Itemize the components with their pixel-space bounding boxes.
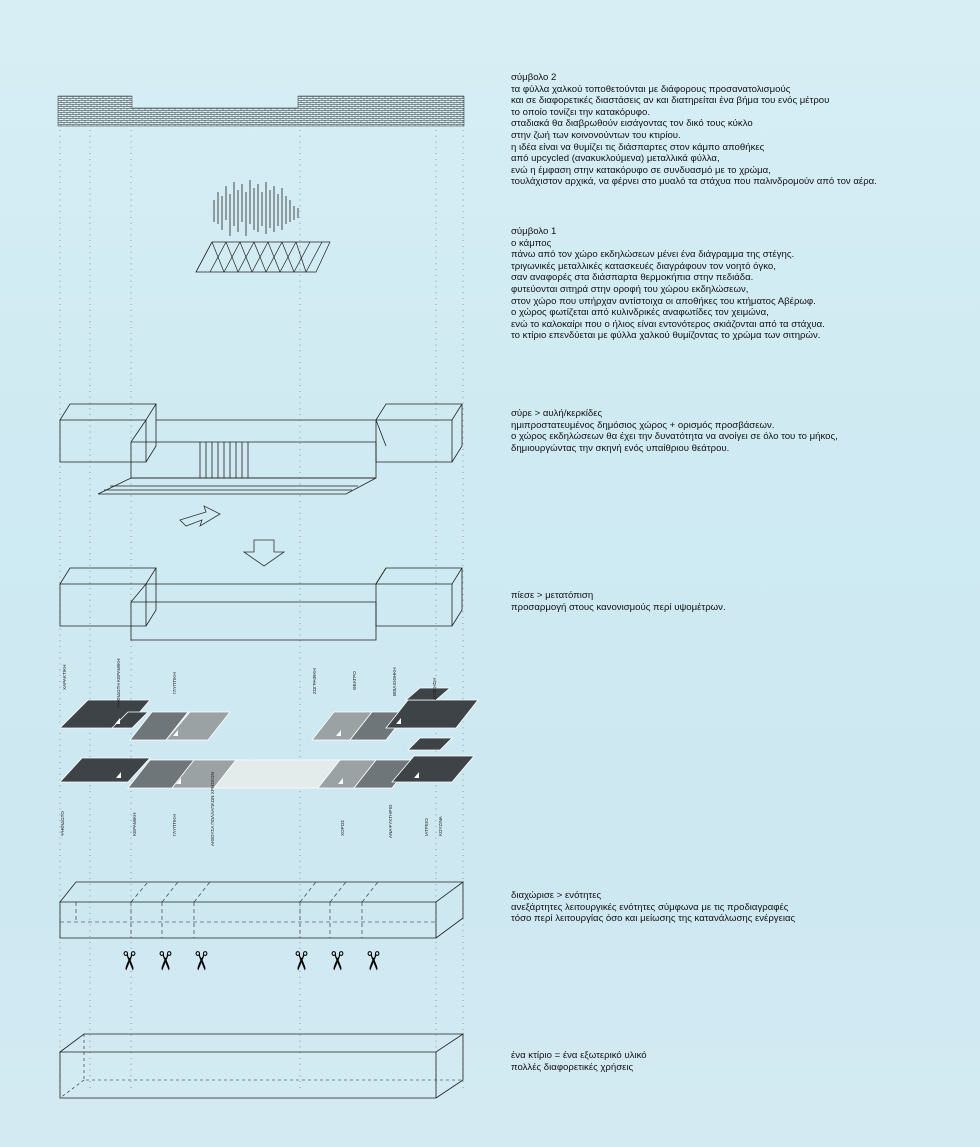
volume-drag — [60, 404, 462, 494]
section-heading: σύμβολο 1 — [511, 226, 557, 237]
copper-facade — [58, 96, 464, 126]
label-top-1: ΨΗΦΙΔΩΤΗ ΚΕΡΑΜΙΚΗ — [116, 658, 121, 708]
label-bottom-5: ΑΝΑΨΥΚΤΗΡΙΟ — [388, 804, 393, 838]
volume-split — [60, 882, 463, 938]
label-top-2: ΓΛΥΠΤΙΚΗ — [172, 672, 177, 694]
section-line: προσαρμογή στους κανονισμούς περί υψομέτρων. — [511, 601, 726, 613]
section-heading: σύμβολο 2 — [511, 72, 557, 83]
volume-press — [60, 568, 462, 640]
section-line: τριγωνικές μεταλλικές κατασκευές διαγράφουν τον νοητό όγκο, — [511, 260, 776, 272]
section-line: στον χώρο που υπήρχαν αντίστοιχα οι αποθήκες του κτήματος Αβέρωφ. — [511, 295, 816, 307]
section-line: ο χώρος εκδηλώσεων θα έχει την δυνατότητα να ανοίγει σε όλο του το μήκος, — [511, 431, 838, 443]
scissors-icon: ✂ — [357, 950, 387, 972]
label-bottom-3: ΑΙΘΟΥΣΑ ΠΟΛΛΑΠΛΩΝ ΧΡΗΣΕΩΝ — [210, 772, 215, 846]
section-line: ημιπροστατευμένος δημόσιος χώρος + ορισμός προσβάσεων. — [511, 419, 775, 431]
section-line: τα φύλλα χαλκού τοποθετούνται με διάφορους προσανατολισμούς — [511, 83, 791, 95]
scissors-icon: ✂ — [113, 950, 143, 972]
section-line: πάνω από τον χώρο εκδηλώσεων μένει ένα διάγραμμα της στέγης. — [511, 249, 795, 261]
program-diagram — [60, 688, 478, 788]
label-bottom-0: ΨΗΦΙΔΩΤΟ — [60, 811, 65, 836]
volume-building — [60, 1034, 463, 1098]
label-bottom-7: ΚΟΥΖΙΝΑ — [438, 816, 443, 836]
section-split — [511, 890, 795, 925]
section-line: τόσο περί λειτουργίας όσο και μείωσης της κατανάλωσης ενέργειας — [511, 913, 796, 925]
section-press — [511, 590, 726, 613]
section-line: και σε διαφορετικές διαστάσεις αν και διατηρείται ένα βήμα του ενός μέτρου — [511, 95, 830, 107]
section-line: δημιουργώντας την σκηνή ενός υπαίθριου θεάτρου. — [511, 442, 730, 454]
section-line: σαν αναφορές στα διάσπαρτα θερμοκήπια στην πεδιάδα. — [511, 272, 754, 284]
program-labels-top — [62, 659, 437, 708]
section-line: στην ζωή των κοινονούντων του κτιρίου. — [511, 129, 681, 141]
section-line: ο κάμπος — [511, 237, 552, 249]
scissors-icon: ✂ — [285, 950, 315, 972]
label-top-4: ΘΕΑΤΡΟ — [352, 671, 357, 690]
section-symbol2 — [511, 72, 877, 188]
section-heading: πίεσε > μετατόπιση — [511, 590, 594, 601]
label-bottom-1: ΚΕΡΑΜΙΚΗ — [132, 812, 137, 836]
section-symbol1 — [511, 226, 825, 342]
section-line: από upcycled (ανακυκλούμενα) μεταλλικά φύλλα, — [511, 153, 720, 165]
section-drag — [511, 408, 838, 454]
label-bottom-6: ΙΑΤΡΕΙΟ — [424, 818, 429, 836]
label-top-5: ΒΙΒΛΙΟΘΗΚΗ — [392, 667, 397, 696]
section-line: ενώ η έμφαση στην κατακόρυφο σε συνδυασμό με το χρώμα, — [511, 164, 771, 176]
copper-stalks — [214, 180, 298, 236]
section-heading: ένα κτίριο = ένα εξωτερικό υλικό — [511, 1050, 647, 1061]
label-bottom-4: ΧΟΡΟΣ — [340, 819, 345, 836]
section-line: πολλές διαφορετικές χρήσεις — [511, 1061, 634, 1073]
scissors-icon: ✂ — [149, 950, 179, 972]
label-top-3: ΖΩΓΡΑΦΙΚΗ — [312, 668, 317, 694]
section-line: ενώ το καλοκαίρι που ο ήλιος είναι εντονότερος σκιάζονται από τα στάχυα. — [511, 318, 825, 330]
label-top-0: ΧΑΡΑΚΤΙΚΗ — [62, 664, 67, 690]
section-heading: σύρε > αυλή/κερκίδες — [511, 408, 603, 419]
section-line: σταδιακά θα διαβρωθούν εισάγοντας τον δικό τους κύκλο — [511, 118, 753, 130]
scissors-icons — [113, 950, 387, 972]
scissors-icon: ✂ — [321, 950, 351, 972]
label-top-6: ΔΙΟΙΚΗΣΗ — [432, 678, 437, 700]
section-line: τουλάχιστον αρχικά, να φέρνει στο μυαλό τα στάχυα που παλινδρομούν από τον αέρα. — [511, 176, 877, 188]
guide-lines — [60, 130, 463, 1090]
section-line: η ιδέα είναι να θυμίζει τις διάσπαρτες στον κάμπο αποθήκες — [511, 141, 765, 153]
section-building — [511, 1050, 647, 1073]
section-line: το κτίριο επενδύεται με φύλλα χαλκού θυμίζοντας το χρώμα των σιτηρών. — [511, 330, 821, 342]
section-heading: διαχώρισε > ενότητες — [511, 890, 602, 901]
arrow-icons — [180, 506, 284, 566]
section-line: το οποίο τονίζει την κατακόρυφο. — [511, 106, 650, 118]
section-line: ανεξάρτητες λειτουργικές ενότητες σύμφωνα με τις προδιαγραφές — [511, 901, 789, 913]
section-line: ο χώρος φωτίζεται από κυλινδρικές αναφωτίδες τον χειμώνα, — [511, 307, 769, 319]
label-bottom-2: ΓΛΥΠΤΙΚΗ — [172, 814, 177, 836]
scissors-icon: ✂ — [185, 950, 215, 972]
section-line: φυτεύονται σιτηρά στην οροφή του χώρου εκδηλώσεων, — [511, 283, 749, 295]
roof-frame — [196, 242, 330, 272]
